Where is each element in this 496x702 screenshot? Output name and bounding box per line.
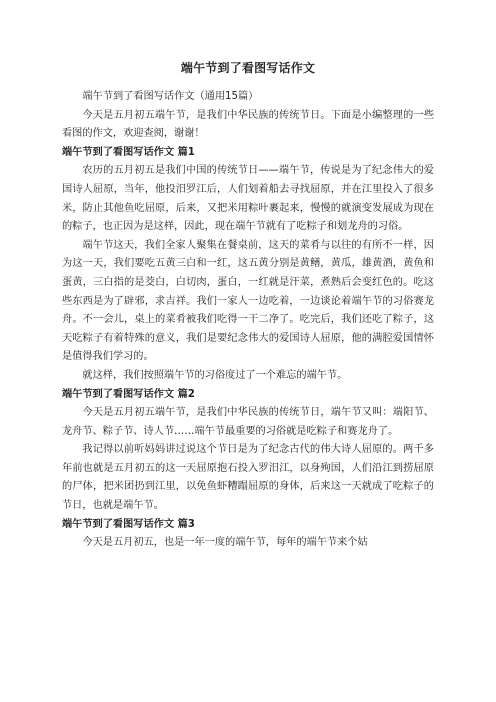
section-heading-1: 端午节到了看图写话作文 篇1 xyxy=(62,146,195,158)
section-heading-3: 端午节到了看图写话作文 篇3 xyxy=(62,518,195,530)
section-1-paragraph-3: 就这样，我们按照端午节的习俗度过了一个难忘的端午节。 xyxy=(82,369,348,381)
document-page xyxy=(62,60,434,553)
section-heading-2: 端午节到了看图写话作文 篇2 xyxy=(62,388,195,400)
intro-paragraph: 今天是五月初五端午节，是我们中华民族的传统节日。下面是小编整理的一些看图的作文，欢迎查阅，谢谢！ xyxy=(62,109,434,140)
section-3-paragraph-1: 今天是五月初五，也是一年一度的端午节，每年的端午节来个姑 xyxy=(82,537,368,549)
document-title: 端午节到了看图写话作文 xyxy=(180,61,316,75)
section-2-paragraph-2: 我记得以前听妈妈讲过说这个节日是为了纪念古代的伟大诗人屈原的。两千多年前也就是五月初五的这一天屈原抱石投入罗汨江，以身殉国，人们沿江到捞屈原的尸体，把米团扔到江里，以免鱼虾糟蹋屈原的身体，后来这一天就成了吃粽子的节日，也就是端午节。 xyxy=(62,444,434,512)
section-1-paragraph-1: 农历的五月初五是我们中国的传统节日——端午节，传说是为了纪念伟大的爱国诗人屈原，当年，他投汨罗江后，人们划着船去寻找屈原，并在江里投入了很多米，防止其他鱼吃屈原，后来，又把米用粽叶裹起来，慢慢的就演变发展成为现在的粽子，也正因为是这样，因此，现在端午节就有了吃粽子和划龙舟的习俗。 xyxy=(62,165,434,233)
section-1-paragraph-2: 端午节这天，我们全家人聚集在餐桌前，这天的菜肴与以往的有所不一样，因为这一天，我们要吃五黄三白和一红，这五黄分别是黄鳝，黄瓜，雄黄酒，黄鱼和蛋黄，三白指的是茭白，白切肉，蛋白，一红就是汗菜，煮熟后会变红色的。吃这些东西是为了辟邪，求吉祥。我们一家人一边吃着，一边谈论着端午节的习俗赛龙舟。不一会儿，桌上的菜肴被我们吃得一干二净了。吃完后，我们还吃了粽子，这天吃粽子有着特殊的意义，我们是要纪念伟大的爱国诗人屈原，他的满腔爱国情怀是值得我们学习的。 xyxy=(62,239,434,363)
intro-subtitle: 端午节到了看图写话作文（通用15篇） xyxy=(82,91,259,102)
section-2-paragraph-1: 今天是五月初五端午节，是我们中华民族的传统节日，端午节又叫：端阳节、龙舟节、粽子节、诗人节……端午节最重要的习俗就是吃粽子和赛龙舟了。 xyxy=(62,407,434,437)
